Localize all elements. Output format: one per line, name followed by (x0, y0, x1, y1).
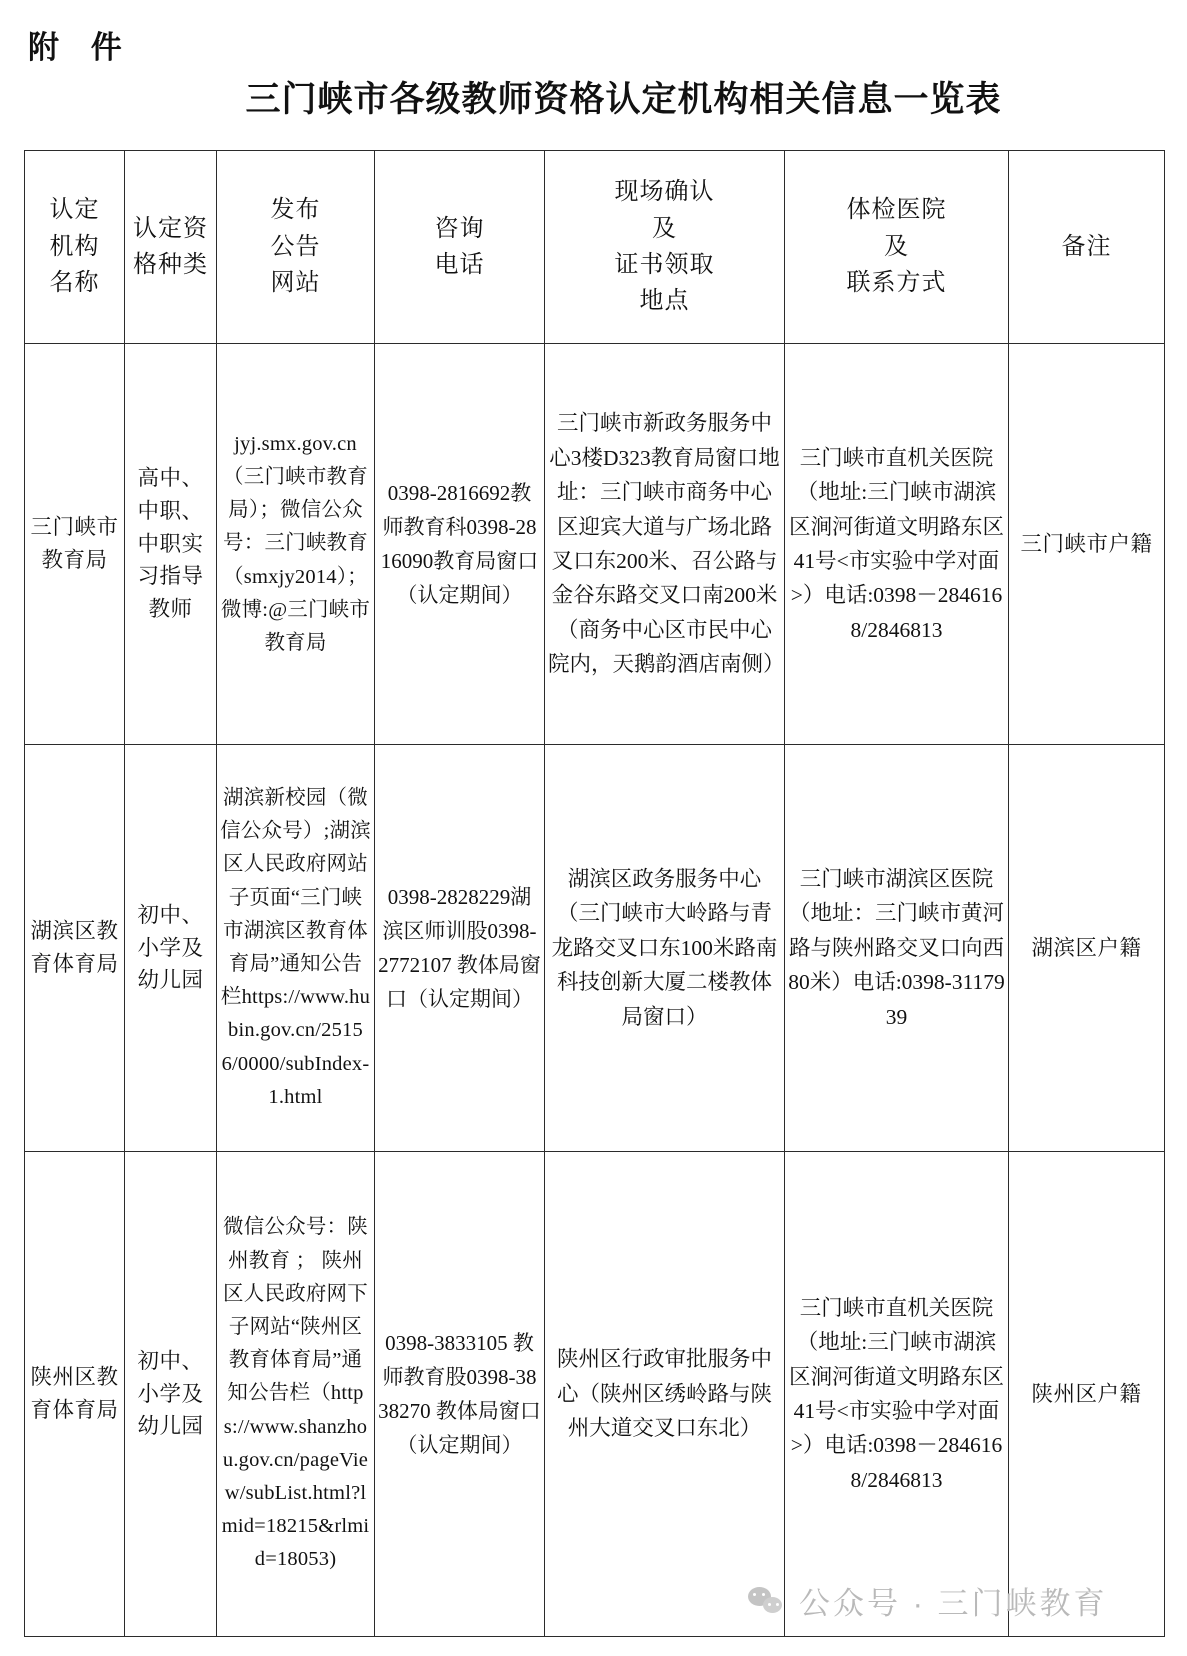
column-header-place (545, 151, 785, 344)
cell-text: 0398-2816692教师教育科0398-2816090教育局窗口（认定期间） (380, 480, 539, 608)
cell-text: 湖滨区户籍 (1031, 935, 1142, 960)
cell-note (1009, 1152, 1165, 1637)
header-line: 现场确认 (614, 179, 715, 206)
table-row (25, 344, 1165, 745)
attachment-label: 附 件 (28, 30, 134, 65)
table-header (25, 151, 1165, 344)
cell-site (217, 1152, 375, 1637)
cell-text: 0398-3833105 教师教育股0398-3838270 教体局窗口（认定期间） (378, 1330, 541, 1458)
certification-agencies-table (24, 150, 1165, 1637)
cell-text: 三门峡市户籍 (1020, 531, 1153, 556)
cell-text: 湖滨新校园（微信公众号）;湖滨区人民政府网站子页面“三门峡市湖滨区教育体育局”通知公告栏https://www.hubin.gov.cn/25156/0000/subIndex-1.html (220, 786, 371, 1108)
table-body (25, 344, 1165, 1637)
column-header-note (1009, 151, 1165, 344)
cell-telephone (375, 745, 545, 1152)
header-line: 格种类 (133, 252, 208, 278)
cell-telephone (375, 1152, 545, 1637)
cell-org (25, 344, 125, 745)
watermark-text: 公众号 · 三门峡教育 (799, 1586, 1108, 1621)
header-line: 体检医院 (846, 197, 947, 224)
header-line: 及 (652, 215, 677, 242)
cell-text: 湖滨区教育体育局 (30, 919, 119, 976)
cell-text: 陕州区教育体育局 (30, 1365, 119, 1422)
header-line: 及 (884, 233, 909, 260)
cell-text: 三门峡市教育局 (30, 515, 119, 572)
header-line: 认定资 (133, 215, 208, 242)
header-line: 认定 (49, 197, 100, 224)
cell-telephone (375, 344, 545, 745)
table-row (25, 745, 1165, 1152)
cell-text: 湖滨区政务服务中心（三门峡市大岭路与青龙路交叉口东100米路南科技创新大厦二楼教体局窗口） (551, 867, 778, 1029)
cell-place (545, 745, 785, 1152)
column-header-tel (375, 151, 545, 344)
cell-site (217, 745, 375, 1152)
cell-note (1009, 745, 1165, 1152)
cell-site (217, 344, 375, 745)
cell-text: 陕州区户籍 (1031, 1381, 1142, 1406)
header-line: 备注 (1061, 233, 1112, 260)
cell-text: 三门峡市湖滨区医院（地址：三门峡市黄河路与陕州路交叉口向西80米）电话:0398-3117939 (788, 867, 1005, 1029)
header-line: 公告 (270, 233, 321, 260)
cell-hospital (785, 1152, 1009, 1637)
header-line: 机构 (49, 233, 100, 260)
header-line: 网站 (270, 270, 321, 297)
column-header-org (25, 151, 125, 344)
cell-text: 微信公众号：陕州教育 ； 陕州区人民政府网下子网站“陕州区教育体育局”通知公告栏（https://www.shanzhou.gov.cn/pageView/subList.html?lmid=18215&rlmid=18053) (221, 1216, 370, 1571)
cell-text: 高中、中职、中职实习指导教师 (137, 466, 204, 621)
cell-hospital (785, 344, 1009, 745)
cell-type (125, 344, 217, 745)
cell-text: 三门峡市直机关医院（地址:三门峡市湖滨区涧河街道文明路东区41号<市实验中学对面>）电话:0398－2846168/2846813 (788, 445, 1004, 642)
table-header-row (25, 151, 1165, 344)
table-container (24, 150, 1164, 1637)
header-line: 电话 (434, 252, 485, 278)
cell-text: 三门峡市新政务服务中心3楼D323教育局窗口地址：三门峡市商务中心区迎宾大道与广场北路叉口东200米、召公路与金谷东路交叉口南200米（商务中心区市民中心院内，天鹅韵酒店南侧） (548, 411, 785, 677)
header-line: 证书领取 (614, 252, 715, 278)
cell-place (545, 1152, 785, 1637)
table-row (25, 1152, 1165, 1637)
cell-text: 0398-2828229湖滨区师训股0398-2772107 教体局窗口（认定期间） (378, 884, 541, 1012)
cell-place (545, 344, 785, 745)
header-line: 发布 (270, 197, 321, 224)
header-line: 地点 (639, 288, 690, 315)
cell-text: 陕州区行政审批服务中心（陕州区绣岭路与陕州大道交叉口东北） (556, 1347, 772, 1441)
cell-org (25, 1152, 125, 1637)
cell-type (125, 745, 217, 1152)
cell-org (25, 745, 125, 1152)
cell-hospital (785, 745, 1009, 1152)
header-line: 联系方式 (846, 270, 947, 297)
cell-text: 初中、小学及幼儿园 (137, 1348, 204, 1439)
cell-type (125, 1152, 217, 1637)
cell-text: 初中、小学及幼儿园 (137, 902, 204, 993)
header-line: 咨询 (434, 215, 485, 242)
cell-note (1009, 344, 1165, 745)
column-header-hospital (785, 151, 1009, 344)
header-line: 名称 (49, 270, 100, 297)
cell-text: 三门峡市直机关医院（地址:三门峡市湖滨区涧河街道文明路东区41号<市实验中学对面>）电话:0398－2846168/2846813 (788, 1295, 1004, 1492)
column-header-site (217, 151, 375, 344)
cell-text: jyj.smx.gov.cn（三门峡市教育局）；微信公众号：三门峡教育（smxjy2014）；微博:@三门峡市教育局 (220, 432, 371, 654)
page-title: 三门峡市各级教师资格认定机构相关信息一览表 (245, 80, 1002, 119)
column-header-type (125, 151, 217, 344)
